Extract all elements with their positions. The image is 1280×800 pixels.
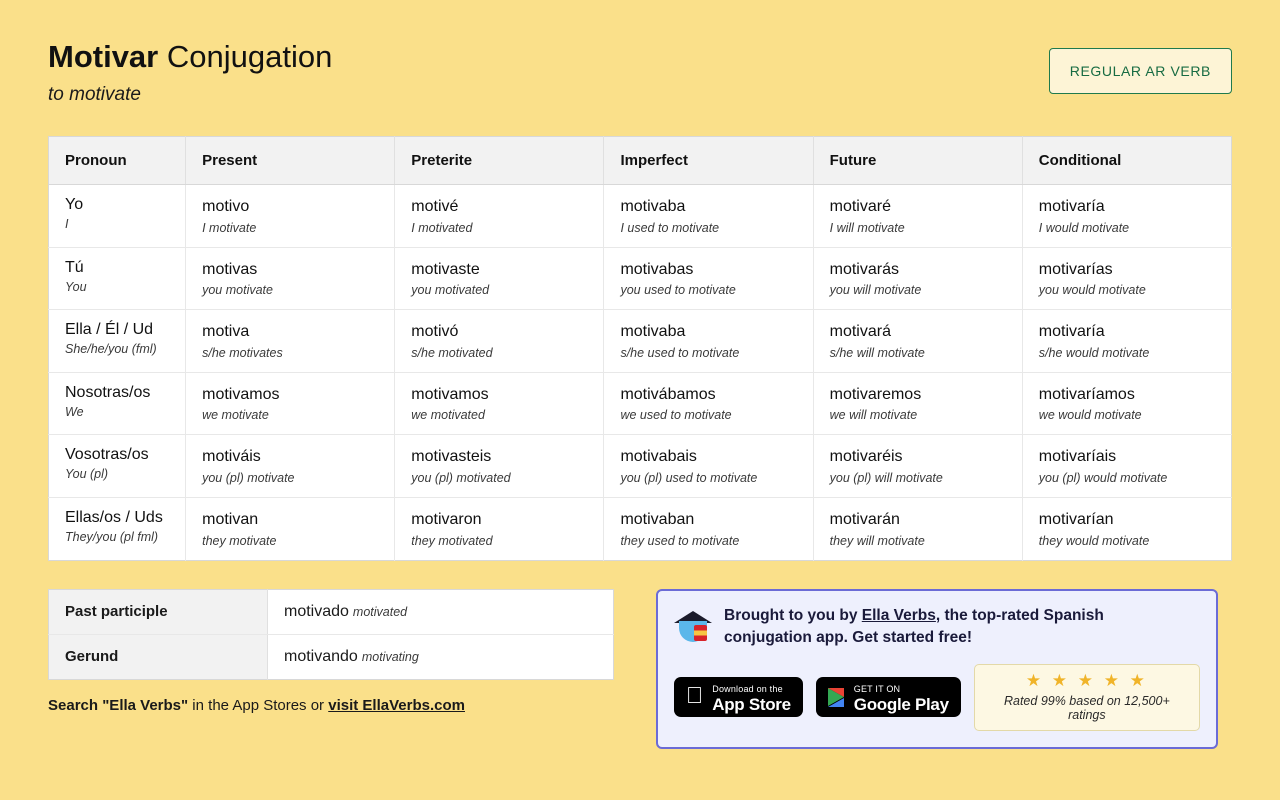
- star-rating-icon: ★ ★ ★ ★ ★: [1017, 670, 1140, 690]
- verb-gloss: motivated: [352, 604, 408, 619]
- verb-gloss: you motivated: [411, 283, 490, 298]
- google-play-small-label: GET IT ON: [836, 676, 884, 687]
- verb-gloss: I would motivate: [1038, 220, 1130, 235]
- table-row: [49, 247, 1232, 310]
- verb-gloss: I motivated: [411, 220, 473, 235]
- verb-gloss: I used to motivate: [620, 220, 720, 235]
- conjugation-cell: [813, 372, 1022, 435]
- pronoun-gloss: You (pl): [65, 467, 109, 482]
- page-title: [48, 40, 332, 74]
- column-header-conditional: Conditional: [1022, 137, 1231, 185]
- conjugation-cell: [395, 185, 604, 248]
- pronoun-cell: [49, 310, 186, 373]
- verb-gloss: we would motivate: [1038, 408, 1142, 423]
- verb-gloss: you motivate: [202, 283, 273, 298]
- search-hint-middle: in the App Stores or: [188, 696, 329, 714]
- table-row: [49, 498, 1232, 561]
- conjugation-cell: [395, 498, 604, 561]
- conjugation-table: [48, 136, 1232, 561]
- verb-form: motivarán: [829, 511, 900, 529]
- conjugation-cell: [604, 435, 813, 498]
- conjugation-cell: [604, 372, 813, 435]
- verb-form: motivaba: [620, 323, 686, 341]
- verb-form: motivábamos: [620, 385, 716, 403]
- promo-top: [674, 605, 1200, 650]
- verb-gloss: you (pl) motivated: [411, 471, 511, 486]
- verb-form: motivo: [202, 198, 250, 216]
- table-row: [49, 372, 1232, 435]
- conjugation-cell: [395, 310, 604, 373]
- page-header: [48, 40, 1232, 106]
- verb-form: motivó: [411, 323, 459, 341]
- conjugation-cell: [186, 372, 395, 435]
- verb-form: motivará: [829, 323, 891, 341]
- verb-gloss: they motivated: [411, 533, 493, 548]
- column-header-pronoun: Pronoun: [49, 137, 186, 185]
- verb-gloss: motivating: [361, 649, 419, 664]
- rating-box: [974, 664, 1200, 732]
- table-header-row: [49, 137, 1232, 185]
- verb-translation: to motivate: [48, 84, 141, 106]
- gerund-value: [268, 634, 614, 679]
- verb-gloss: s/he motivated: [411, 345, 493, 360]
- verb-form: motivabais: [620, 448, 697, 466]
- conjugation-cell: [186, 498, 395, 561]
- verb-form: motivando: [284, 647, 358, 665]
- pronoun-text: Ella / Él / Ud: [65, 321, 154, 339]
- conjugation-cell: [395, 435, 604, 498]
- verb-gloss: you (pl) motivate: [202, 471, 295, 486]
- verb-gloss: you will motivate: [829, 283, 922, 298]
- verb-form: motivasteis: [411, 448, 492, 466]
- conjugation-cell: [1022, 185, 1231, 248]
- verb-form: motivaban: [620, 511, 695, 529]
- pronoun-gloss: We: [65, 404, 84, 419]
- apple-logo-icon: [686, 684, 703, 707]
- ella-verbs-logo-icon: [674, 607, 712, 645]
- verb-form: motivaría: [1038, 323, 1105, 341]
- verb-form: motivé: [411, 198, 459, 216]
- pronoun-text: Ellas/os / Uds: [65, 509, 163, 527]
- gerund-label: Gerund: [49, 634, 268, 679]
- verb-form: motivarás: [829, 260, 899, 278]
- verb-gloss: we will motivate: [829, 408, 918, 423]
- verb-form: motiva: [202, 323, 250, 341]
- verb-gloss: you (pl) will motivate: [829, 471, 943, 486]
- app-store-small-label: Download on the: [695, 676, 766, 687]
- verb-form: motivaba: [620, 198, 686, 216]
- ellaverbs-website-link[interactable]: visit EllaVerbs.com: [328, 696, 465, 714]
- nonfinite-table: [48, 589, 614, 680]
- pronoun-gloss: I: [65, 217, 69, 232]
- promo-line2: conjugation app. Get started free!: [724, 629, 973, 647]
- promo-box: [656, 589, 1218, 750]
- promo-text: [724, 605, 1104, 650]
- conjugation-cell: [813, 185, 1022, 248]
- google-play-button[interactable]: [816, 677, 961, 717]
- conjugation-cell: [186, 247, 395, 310]
- verb-gloss: you (pl) would motivate: [1038, 471, 1168, 486]
- verb-gloss: we motivated: [411, 408, 485, 423]
- pronoun-text: Vosotras/os: [65, 446, 149, 464]
- verb-gloss: s/he used to motivate: [620, 345, 740, 360]
- conjugation-cell: [395, 372, 604, 435]
- verb-gloss: they would motivate: [1038, 533, 1150, 548]
- verb-gloss: they used to motivate: [620, 533, 740, 548]
- table-row: [49, 185, 1232, 248]
- google-play-logo-icon: [828, 688, 845, 707]
- column-header-preterite: Preterite: [395, 137, 604, 185]
- verb-gloss: you would motivate: [1038, 283, 1146, 298]
- verb-name: Motivar: [48, 39, 159, 74]
- pronoun-text: Tú: [65, 258, 84, 276]
- conjugation-cell: [604, 498, 813, 561]
- verb-form: motivaron: [411, 511, 482, 529]
- title-block: [48, 40, 332, 106]
- conjugation-cell: [813, 310, 1022, 373]
- pronoun-text: Nosotras/os: [65, 383, 151, 401]
- verb-form: motivaré: [829, 198, 891, 216]
- promo-line1-pre: Brought to you by: [724, 606, 862, 624]
- verb-form: motivamos: [202, 385, 280, 403]
- verb-form: motivarían: [1038, 511, 1114, 529]
- verb-gloss: we used to motivate: [620, 408, 732, 423]
- conjugation-cell: [1022, 247, 1231, 310]
- verb-form: motivaste: [411, 260, 480, 278]
- verb-form: motivado: [284, 602, 349, 620]
- column-header-present: Present: [186, 137, 395, 185]
- pronoun-gloss: They/you (pl fml): [65, 530, 159, 545]
- conjugation-cell: [813, 247, 1022, 310]
- app-store-button[interactable]: [674, 677, 803, 717]
- conjugation-cell: [1022, 310, 1231, 373]
- table-row: [49, 310, 1232, 373]
- conjugation-cell: [813, 498, 1022, 561]
- verb-form: motivaría: [1038, 198, 1105, 216]
- conjugation-cell: [186, 185, 395, 248]
- search-hint: [48, 697, 614, 714]
- promo-line1-post: , the top-rated Spanish: [935, 606, 1104, 624]
- google-play-big-label: Google Play: [836, 688, 932, 708]
- past-participle-value: [268, 589, 614, 634]
- conjugation-cell: [813, 435, 1022, 498]
- conjugation-cell: [604, 247, 813, 310]
- ella-verbs-link[interactable]: Ella Verbs: [861, 606, 936, 624]
- search-hint-prefix: Search "Ella Verbs": [48, 696, 189, 714]
- nonfinite-section: [48, 589, 614, 714]
- pronoun-cell: [49, 185, 186, 248]
- pronoun-text: Yo: [65, 196, 84, 214]
- conjugation-cell: [1022, 372, 1231, 435]
- verb-gloss: s/he motivates: [202, 345, 283, 360]
- verb-form: motivaremos: [829, 385, 922, 403]
- conjugation-cell: [395, 247, 604, 310]
- conjugation-cell: [604, 185, 813, 248]
- verb-form: motivan: [202, 511, 259, 529]
- verb-gloss: I motivate: [202, 220, 257, 235]
- verb-gloss: they motivate: [202, 533, 277, 548]
- title-suffix: Conjugation: [158, 39, 333, 74]
- rating-text: Rated 99% based on 12,500+ ratings: [974, 694, 1182, 709]
- verb-gloss: they will motivate: [829, 533, 925, 548]
- app-store-big-label: App Store: [695, 688, 774, 708]
- past-participle-label: Past participle: [49, 589, 268, 634]
- conjugation-cell: [1022, 498, 1231, 561]
- verb-gloss: you used to motivate: [620, 283, 736, 298]
- promo-bottom: [674, 664, 1200, 732]
- verb-gloss: s/he will motivate: [829, 345, 925, 360]
- pronoun-cell: [49, 498, 186, 561]
- table-row: [49, 634, 614, 679]
- pronoun-gloss: You: [65, 279, 87, 294]
- pronoun-gloss: She/he/you (fml): [65, 342, 157, 357]
- column-header-future: Future: [813, 137, 1022, 185]
- column-header-imperfect: Imperfect: [604, 137, 813, 185]
- verb-gloss: you (pl) used to motivate: [620, 471, 758, 486]
- verb-form: motivamos: [411, 385, 489, 403]
- pronoun-cell: [49, 247, 186, 310]
- verb-form: motivarías: [1038, 260, 1113, 278]
- verb-type-badge: REGULAR AR VERB: [1049, 48, 1232, 94]
- conjugation-cell: [604, 310, 813, 373]
- verb-form: motivaríais: [1038, 448, 1117, 466]
- verb-form: motivaréis: [829, 448, 903, 466]
- verb-form: motivaríamos: [1038, 385, 1135, 403]
- conjugation-cell: [186, 435, 395, 498]
- conjugation-cell: [186, 310, 395, 373]
- conjugation-cell: [1022, 435, 1231, 498]
- verb-gloss: I will motivate: [829, 220, 905, 235]
- pronoun-cell: [49, 372, 186, 435]
- verb-gloss: we motivate: [202, 408, 269, 423]
- table-row: [49, 435, 1232, 498]
- table-row: [49, 589, 614, 634]
- verb-gloss: s/he would motivate: [1038, 345, 1150, 360]
- pronoun-cell: [49, 435, 186, 498]
- bottom-section: [48, 589, 1232, 750]
- verb-form: motivas: [202, 260, 258, 278]
- verb-form: motiváis: [202, 448, 261, 466]
- verb-form: motivabas: [620, 260, 694, 278]
